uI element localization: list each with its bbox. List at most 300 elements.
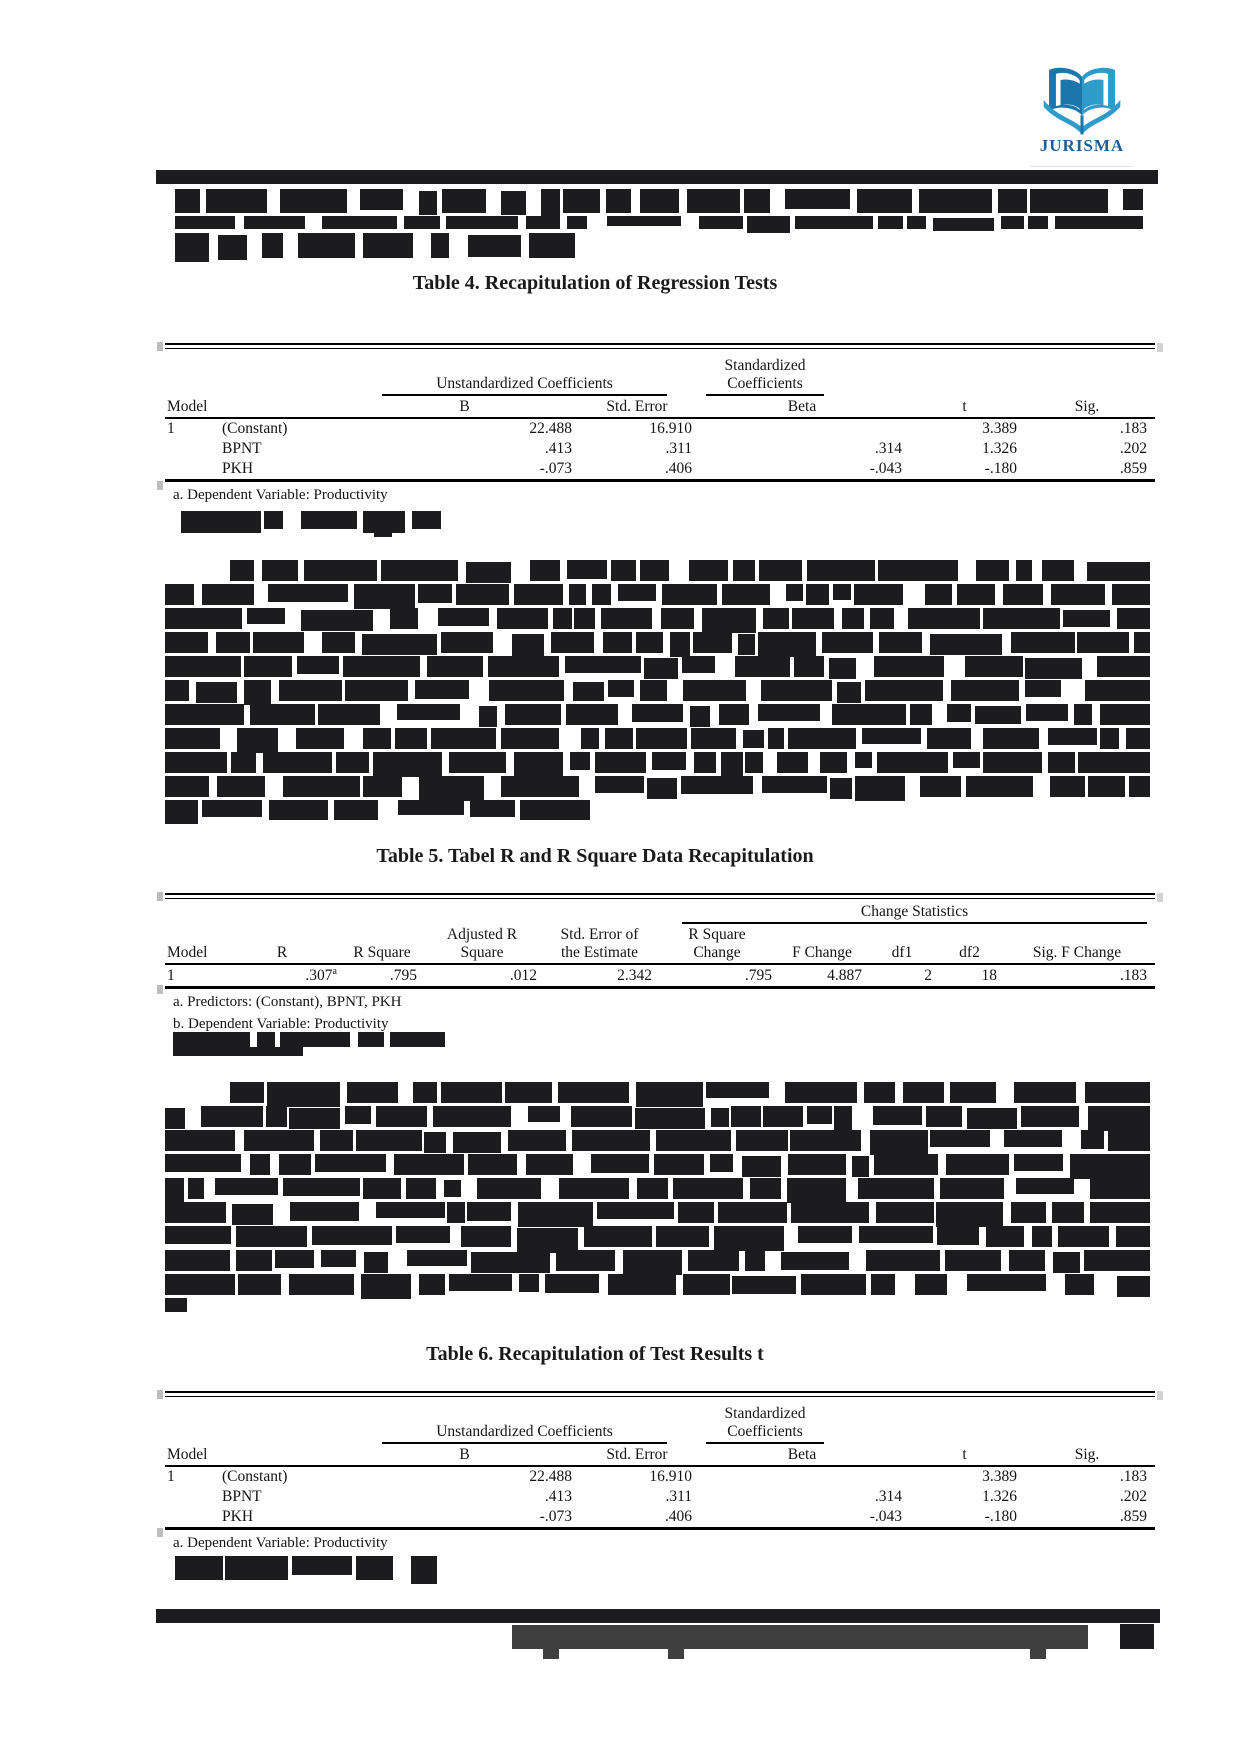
redaction-bar bbox=[543, 1649, 559, 1659]
cell-sig: .202 bbox=[1119, 1488, 1147, 1505]
cell-beta: -.043 bbox=[700, 459, 910, 481]
redaction-segment bbox=[1058, 1226, 1108, 1247]
redaction-bar bbox=[165, 632, 1150, 653]
redaction-segment bbox=[687, 189, 740, 213]
redaction-segment bbox=[874, 1154, 938, 1175]
redaction-segment bbox=[1063, 610, 1110, 627]
cell-t: 3.389 bbox=[982, 420, 1017, 437]
cell-df1: 2 bbox=[870, 964, 940, 988]
redaction-segment bbox=[231, 752, 255, 773]
redaction-segment bbox=[264, 511, 283, 529]
redaction-segment bbox=[611, 560, 636, 581]
header-row bbox=[165, 1445, 1155, 1466]
redaction-segment bbox=[781, 1252, 849, 1270]
redaction-segment bbox=[790, 1130, 862, 1151]
redaction-segment bbox=[608, 680, 634, 697]
redaction-segment bbox=[381, 560, 457, 581]
redaction-segment bbox=[1011, 1202, 1046, 1223]
redaction-segment bbox=[520, 800, 590, 820]
redaction-segment bbox=[505, 1082, 552, 1103]
redaction-segment bbox=[791, 1202, 869, 1223]
redaction-segment bbox=[345, 680, 407, 701]
redaction-segment bbox=[165, 680, 189, 701]
cell-std-error-estimate: 2.342 bbox=[545, 964, 660, 988]
redaction-segment bbox=[237, 728, 278, 753]
redaction-segment bbox=[1077, 632, 1128, 653]
redaction-segment bbox=[188, 1178, 204, 1199]
redaction-segment bbox=[738, 634, 755, 655]
header-adj-r-square: Adjusted R Square bbox=[425, 925, 545, 964]
redaction-segment bbox=[595, 776, 644, 793]
redaction-segment bbox=[915, 1274, 947, 1295]
redaction-segment bbox=[714, 1226, 784, 1251]
redaction-segment bbox=[702, 608, 757, 633]
redaction-bar bbox=[165, 656, 1150, 677]
spanner-row bbox=[165, 899, 1155, 925]
redaction-segment bbox=[433, 1106, 511, 1127]
redaction-segment bbox=[606, 189, 631, 213]
redaction-segment bbox=[750, 1178, 781, 1199]
cell-b: .413 bbox=[544, 1488, 572, 1505]
redaction-segment bbox=[411, 1556, 437, 1584]
redaction-segment bbox=[865, 680, 944, 701]
redaction-segment bbox=[910, 704, 931, 725]
redaction-segment bbox=[930, 634, 1003, 655]
redaction-segment bbox=[334, 800, 378, 820]
redaction-segment bbox=[406, 1178, 436, 1199]
redaction-segment bbox=[584, 1226, 652, 1247]
cell-sig: .183 bbox=[1119, 1468, 1147, 1485]
cell-beta: .314 bbox=[874, 440, 902, 457]
cell-b: 22.488 bbox=[529, 1468, 572, 1485]
redaction-segment bbox=[354, 584, 415, 609]
redaction-segment bbox=[438, 608, 489, 626]
redaction-segment bbox=[488, 656, 559, 677]
redaction-segment bbox=[442, 189, 486, 213]
redaction-segment bbox=[468, 1154, 518, 1175]
redaction-segment bbox=[526, 216, 560, 229]
redaction-segment bbox=[456, 584, 509, 605]
redaction-segment bbox=[573, 682, 604, 701]
redaction-segment bbox=[967, 1108, 1017, 1129]
redaction-segment bbox=[745, 752, 763, 773]
redaction-segment bbox=[732, 1276, 796, 1294]
cell-variable: BPNT bbox=[222, 440, 262, 457]
redaction-bar bbox=[165, 1274, 1150, 1295]
redaction-segment bbox=[1117, 608, 1150, 629]
redaction-segment bbox=[567, 560, 607, 579]
redaction-segment bbox=[275, 1250, 315, 1268]
redaction-segment bbox=[951, 680, 1019, 701]
redaction-segment bbox=[832, 704, 906, 725]
redaction-segment bbox=[312, 1226, 391, 1245]
table6-footnote: a. Dependent Variable: Productivity bbox=[173, 1535, 388, 1551]
redaction-segment bbox=[608, 1274, 676, 1295]
redaction-segment bbox=[854, 584, 904, 605]
redaction-segment bbox=[262, 233, 283, 258]
redaction-segment bbox=[636, 728, 686, 749]
redaction-segment bbox=[870, 608, 893, 629]
redaction-segment bbox=[394, 1154, 464, 1175]
cell-t: 1.326 bbox=[982, 1488, 1017, 1505]
redaction-segment bbox=[529, 233, 575, 258]
redaction-segment bbox=[363, 1178, 401, 1199]
redaction-segment bbox=[165, 1250, 230, 1271]
redaction-segment bbox=[722, 584, 770, 605]
redaction-segment bbox=[786, 584, 803, 601]
redaction-segment bbox=[957, 584, 995, 605]
redaction-segment bbox=[762, 776, 827, 793]
header-r-square: R Square bbox=[345, 925, 425, 964]
table5-title: Table 5. Tabel R and R Square Data Recapitulation bbox=[376, 845, 814, 867]
cell-std-error: .406 bbox=[580, 1507, 700, 1529]
redaction-segment bbox=[236, 1250, 271, 1271]
redaction-segment bbox=[1014, 1082, 1076, 1103]
redaction-segment bbox=[470, 800, 515, 817]
redaction-segment bbox=[553, 608, 573, 629]
redaction-segment bbox=[551, 632, 595, 653]
redaction-segment bbox=[763, 1106, 803, 1127]
redaction-segment bbox=[681, 776, 753, 794]
redaction-segment bbox=[528, 1106, 560, 1122]
table4-title: Table 4. Recapitulation of Regression Tests bbox=[412, 272, 778, 294]
redaction-segment bbox=[710, 1154, 733, 1172]
table-row bbox=[165, 459, 1155, 481]
redaction-segment bbox=[1084, 1250, 1150, 1271]
redaction-segment bbox=[412, 511, 441, 529]
cell-variable: BPNT bbox=[222, 1488, 262, 1505]
table-corner-handle bbox=[1157, 1391, 1163, 1400]
redaction-segment bbox=[747, 216, 790, 233]
redaction-segment bbox=[297, 656, 339, 674]
redaction-segment bbox=[801, 1274, 865, 1295]
redaction-segment bbox=[267, 1082, 340, 1107]
redaction-segment bbox=[683, 1274, 730, 1295]
redaction-segment bbox=[862, 728, 921, 744]
cell-model bbox=[165, 1487, 220, 1507]
redaction-segment bbox=[558, 1082, 628, 1103]
redaction-segment bbox=[693, 632, 732, 653]
header-std-error: Std. Error bbox=[580, 1445, 700, 1466]
redaction-segment bbox=[908, 608, 981, 629]
redaction-segment bbox=[983, 728, 1039, 749]
redaction-segment bbox=[244, 656, 292, 677]
redaction-segment bbox=[262, 560, 298, 581]
redaction-segment bbox=[1028, 216, 1048, 229]
redaction-segment bbox=[530, 560, 560, 581]
redaction-segment bbox=[1051, 584, 1104, 605]
redaction-segment bbox=[363, 728, 391, 749]
header-df2: df2 bbox=[940, 925, 1005, 964]
redaction-bar bbox=[230, 560, 1150, 581]
redaction-segment bbox=[1090, 1202, 1150, 1223]
redaction-segment bbox=[441, 1082, 502, 1103]
redaction-segment bbox=[280, 1032, 350, 1047]
redaction-segment bbox=[788, 1154, 846, 1175]
redaction-bar bbox=[175, 189, 1143, 213]
redaction-segment bbox=[857, 189, 912, 213]
redaction-segment bbox=[855, 752, 872, 768]
redaction-segment bbox=[1134, 632, 1150, 653]
cell-model: 1 bbox=[167, 420, 175, 437]
redaction-segment bbox=[1097, 656, 1150, 677]
redaction-segment bbox=[785, 189, 851, 209]
redaction-segment bbox=[601, 608, 653, 629]
table5 bbox=[165, 893, 1155, 1033]
redaction-segment bbox=[736, 1130, 788, 1151]
redaction-segment bbox=[656, 1130, 732, 1151]
redaction-segment bbox=[879, 632, 923, 653]
redaction-segment bbox=[636, 632, 663, 653]
redaction-segment bbox=[581, 728, 599, 749]
table-row bbox=[165, 1507, 1155, 1529]
redaction-bar bbox=[230, 1082, 1150, 1103]
redaction-segment bbox=[950, 1082, 996, 1103]
redaction-segment bbox=[431, 233, 450, 258]
redaction-segment bbox=[250, 704, 315, 725]
redaction-segment bbox=[362, 634, 437, 655]
redaction-segment bbox=[217, 776, 265, 797]
redaction-segment bbox=[501, 728, 559, 749]
redaction-segment bbox=[526, 1154, 573, 1175]
redaction-segment bbox=[489, 680, 564, 701]
redaction-segment bbox=[792, 608, 833, 629]
redaction-segment bbox=[678, 1202, 714, 1223]
redaction-segment bbox=[477, 1178, 541, 1199]
redaction-bar bbox=[165, 1154, 1150, 1175]
redaction-segment bbox=[468, 235, 521, 257]
redaction-segment bbox=[545, 1274, 599, 1293]
redaction-segment bbox=[788, 728, 856, 749]
redaction-segment bbox=[925, 584, 952, 605]
redaction-segment bbox=[236, 1226, 307, 1247]
redaction-segment bbox=[640, 560, 670, 581]
redaction-segment bbox=[244, 680, 271, 705]
redaction-segment bbox=[347, 1082, 399, 1103]
cell-adj-r-square: .012 bbox=[425, 964, 545, 988]
redaction-segment bbox=[966, 776, 1033, 797]
header-r-square-change: R Square Change bbox=[660, 925, 780, 964]
redaction-segment bbox=[876, 1202, 933, 1223]
redaction-segment bbox=[501, 776, 579, 797]
redaction-segment bbox=[418, 584, 452, 603]
cell-model bbox=[165, 439, 220, 459]
redaction-bar bbox=[1120, 1624, 1154, 1649]
redaction-segment bbox=[986, 1226, 1023, 1247]
table-corner-handle bbox=[157, 985, 163, 994]
redaction-segment bbox=[866, 1250, 940, 1271]
redaction-bar bbox=[165, 776, 1150, 797]
redaction-segment bbox=[165, 632, 208, 653]
redaction-bar bbox=[173, 1047, 303, 1056]
redaction-segment bbox=[1001, 216, 1024, 229]
table5-footnote-b: b. Dependent Variable: Productivity bbox=[173, 1016, 389, 1033]
header-beta: Beta bbox=[700, 397, 910, 418]
redaction-segment bbox=[1112, 584, 1150, 605]
redaction-bar bbox=[165, 1298, 187, 1312]
redaction-segment bbox=[165, 704, 244, 725]
redaction-segment bbox=[173, 1032, 250, 1047]
standardized-spanner: Standardized Coefficients bbox=[706, 1405, 824, 1444]
cell-variable: (Constant) bbox=[222, 1468, 288, 1485]
redaction-segment bbox=[874, 656, 944, 677]
table-row bbox=[165, 1487, 1155, 1507]
redaction-segment bbox=[519, 1274, 539, 1292]
redaction-segment bbox=[505, 704, 562, 725]
redaction-segment bbox=[565, 656, 641, 673]
redaction-segment bbox=[322, 216, 397, 229]
table-row bbox=[165, 418, 1155, 439]
redaction-segment bbox=[807, 560, 875, 581]
redaction-segment bbox=[404, 216, 441, 229]
cell-model: 1 bbox=[165, 964, 225, 988]
redaction-segment bbox=[289, 1274, 354, 1295]
redaction-segment bbox=[983, 752, 1042, 773]
redaction-segment bbox=[644, 658, 678, 679]
redaction-segment bbox=[165, 1202, 226, 1223]
redaction-segment bbox=[761, 680, 832, 701]
spanner-row bbox=[165, 349, 1155, 397]
header-df1: df1 bbox=[870, 925, 940, 964]
redaction-segment bbox=[181, 511, 261, 533]
redaction-segment bbox=[871, 1274, 894, 1295]
redaction-segment bbox=[640, 680, 667, 701]
redaction-segment bbox=[694, 752, 716, 773]
redaction-segment bbox=[216, 632, 250, 653]
redaction-segment bbox=[202, 584, 254, 605]
redaction-segment bbox=[945, 1250, 1001, 1271]
table5-footnote-a: a. Predictors: (Constant), BPNT, PKH bbox=[173, 994, 402, 1011]
redaction-segment bbox=[541, 189, 560, 217]
redaction-segment bbox=[834, 1106, 852, 1131]
redaction-segment bbox=[691, 728, 737, 749]
redaction-bar bbox=[165, 680, 1150, 701]
redaction-segment bbox=[768, 728, 784, 749]
redaction-segment bbox=[1117, 1276, 1150, 1297]
redaction-segment bbox=[514, 752, 564, 777]
redaction-segment bbox=[253, 632, 304, 653]
redaction-segment bbox=[175, 189, 200, 213]
redaction-segment bbox=[444, 1180, 461, 1197]
table4-footnote: a. Dependent Variable: Productivity bbox=[173, 487, 388, 503]
redaction-segment bbox=[640, 189, 679, 213]
redaction-bar bbox=[374, 529, 392, 537]
redaction-segment bbox=[467, 1202, 512, 1221]
redaction-segment bbox=[283, 1178, 360, 1196]
header-row bbox=[165, 925, 1155, 964]
redaction-bar bbox=[165, 1202, 1150, 1223]
redaction-segment bbox=[683, 680, 745, 701]
redaction-segment bbox=[967, 1274, 1046, 1291]
redaction-segment bbox=[461, 1226, 511, 1247]
redaction-segment bbox=[661, 608, 695, 629]
redaction-bar bbox=[165, 752, 1150, 773]
redaction-segment bbox=[777, 752, 808, 773]
cell-std-error: .311 bbox=[665, 440, 692, 457]
redaction-segment bbox=[471, 1252, 550, 1273]
redaction-segment bbox=[567, 216, 587, 229]
redaction-segment bbox=[356, 1130, 422, 1151]
cell-sig: .202 bbox=[1119, 440, 1147, 457]
spanner-row bbox=[165, 1397, 1155, 1445]
redaction-segment bbox=[453, 1132, 501, 1153]
redaction-segment bbox=[1126, 728, 1150, 749]
cell-std-error: 16.910 bbox=[649, 1468, 692, 1485]
redaction-segment bbox=[1003, 584, 1044, 605]
redaction-segment bbox=[165, 1274, 235, 1295]
redaction-segment bbox=[763, 608, 789, 629]
redaction-segment bbox=[1090, 1178, 1150, 1199]
redaction-segment bbox=[946, 1154, 1009, 1175]
redaction-segment bbox=[518, 1202, 593, 1227]
redaction-segment bbox=[1025, 658, 1083, 679]
redaction-segment bbox=[637, 1178, 668, 1199]
redaction-segment bbox=[165, 608, 242, 629]
redaction-segment bbox=[759, 560, 803, 581]
redaction-segment bbox=[431, 728, 496, 749]
redaction-segment bbox=[360, 189, 403, 210]
redaction-segment bbox=[1100, 728, 1118, 749]
redaction-segment bbox=[321, 1250, 356, 1267]
redaction-segment bbox=[859, 1226, 932, 1243]
redaction-segment bbox=[466, 562, 511, 583]
redaction-segment bbox=[1053, 1252, 1080, 1273]
cell-b: .413 bbox=[544, 440, 572, 457]
redaction-segment bbox=[296, 728, 344, 749]
table-row bbox=[165, 964, 1155, 988]
redaction-segment bbox=[607, 216, 681, 226]
redaction-segment bbox=[345, 1106, 372, 1124]
redaction-segment bbox=[175, 1556, 223, 1580]
redaction-segment bbox=[165, 1178, 184, 1203]
header-sig-f-change: Sig. F Change bbox=[1005, 925, 1155, 964]
redaction-segment bbox=[569, 584, 586, 605]
redaction-segment bbox=[718, 1202, 787, 1223]
redaction-segment bbox=[165, 752, 227, 773]
redaction-bar bbox=[1030, 1649, 1046, 1659]
redaction-segment bbox=[721, 752, 743, 777]
redaction-segment bbox=[975, 706, 1021, 724]
redaction-segment bbox=[407, 1250, 467, 1266]
header-sig: Sig. bbox=[1025, 1445, 1155, 1466]
redaction-segment bbox=[733, 560, 755, 581]
redaction-segment bbox=[1065, 1274, 1094, 1295]
redaction-bar bbox=[165, 1226, 1150, 1247]
header-beta: Beta bbox=[700, 1445, 910, 1466]
redaction-segment bbox=[852, 1156, 869, 1177]
redaction-segment bbox=[263, 752, 332, 773]
redaction-bar bbox=[165, 704, 1150, 725]
table6-title: Table 6. Recapitulation of Test Results t bbox=[426, 1343, 764, 1365]
redaction-segment bbox=[165, 1108, 185, 1129]
redaction-segment bbox=[356, 1556, 394, 1580]
redaction-segment bbox=[744, 189, 770, 213]
redaction-segment bbox=[279, 1154, 312, 1175]
redaction-segment bbox=[304, 560, 377, 581]
cell-t: 1.326 bbox=[982, 440, 1017, 457]
redaction-segment bbox=[682, 656, 715, 673]
redaction-segment bbox=[656, 1226, 710, 1247]
redaction-segment bbox=[571, 1106, 632, 1127]
redaction-segment bbox=[419, 776, 484, 801]
redaction-bar bbox=[175, 233, 575, 258]
header-r: R bbox=[225, 925, 345, 964]
redaction-segment bbox=[930, 1130, 990, 1147]
redaction-segment bbox=[983, 608, 1060, 629]
redaction-segment bbox=[807, 1106, 832, 1124]
redaction-segment bbox=[415, 680, 469, 699]
redaction-segment bbox=[1088, 1106, 1150, 1131]
